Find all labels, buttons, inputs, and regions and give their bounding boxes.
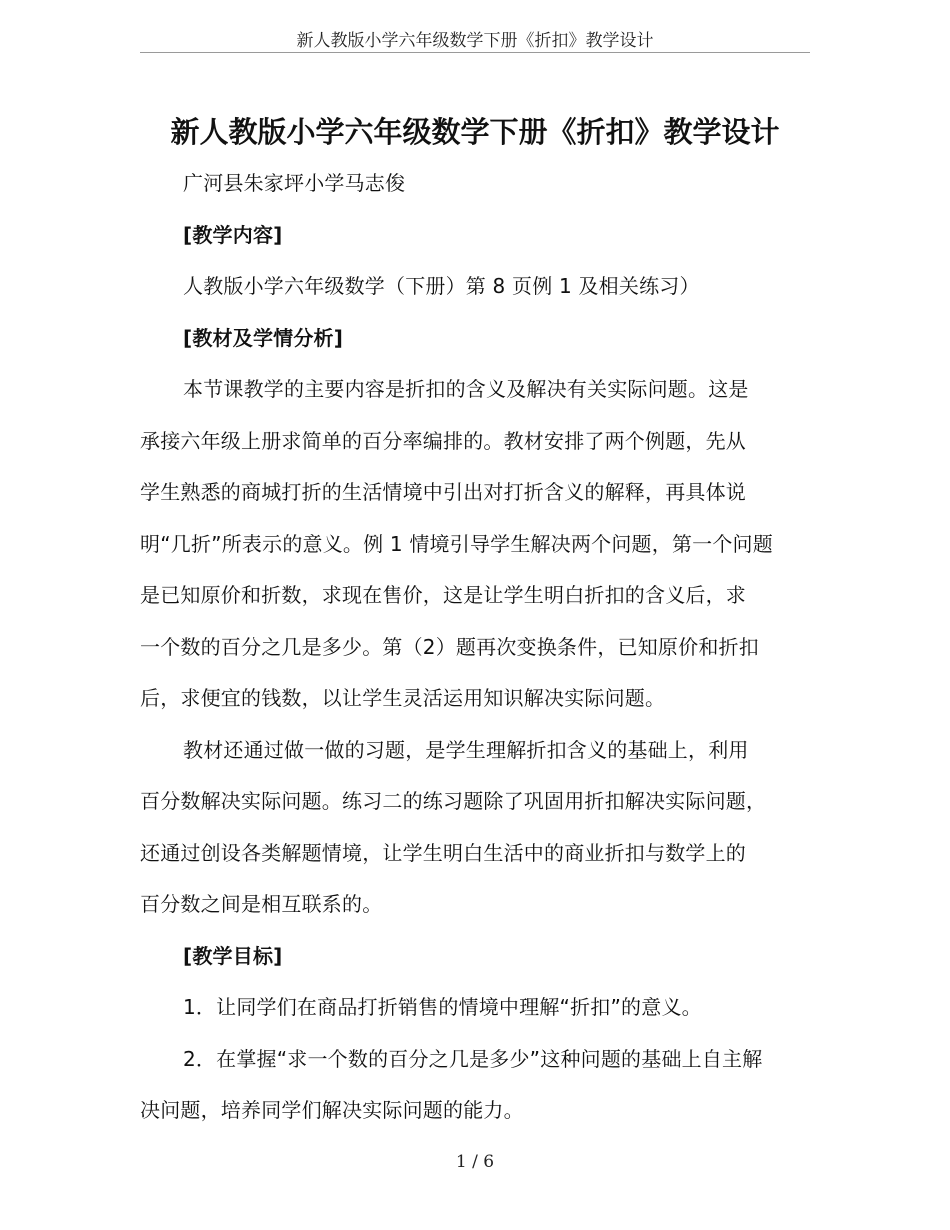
running-header: 新人教版小学六年级数学下册《折扣》教学设计 bbox=[296, 31, 654, 51]
header-divider bbox=[140, 52, 810, 53]
section-heading-analysis: [教材及学情分析] bbox=[183, 325, 344, 350]
goal-item-2 bbox=[140, 1034, 812, 1137]
paragraph-line: 决问题，培养同学们解决实际问题的能力。 bbox=[140, 1098, 524, 1122]
section-heading-content: [教学内容] bbox=[183, 222, 283, 247]
paragraph-line: 2．在掌握“求一个数的百分之几是多少”这种问题的基础上自主解 bbox=[183, 1046, 763, 1071]
paragraph-line: 是已知原价和折数，求现在售价，这是让学生明白折扣的含义后，求 bbox=[140, 583, 746, 607]
document-body bbox=[140, 158, 812, 1137]
paragraph-line: 后，求便宜的钱数，以让学生灵活运用知识解决实际问题。 bbox=[140, 686, 666, 710]
section-heading-goals: [教学目标] bbox=[183, 943, 283, 968]
paragraph-line: 还通过创设各类解题情境，让学生明白生活中的商业折扣与数学上的 bbox=[140, 840, 746, 865]
paragraph-line: 承接六年级上册求简单的百分率编排的。教材安排了两个例题，先从 bbox=[140, 428, 746, 453]
paragraph-line: 本节课教学的主要内容是折扣的含义及解决有关实际问题。这是 bbox=[183, 377, 749, 401]
analysis-paragraph-1 bbox=[140, 364, 812, 725]
paragraph-line: 百分数解决实际问题。练习二的练习题除了巩固用折扣解决实际问题， bbox=[140, 789, 767, 813]
document-title: 新人教版小学六年级数学下册《折扣》教学设计 bbox=[170, 115, 780, 149]
paragraph-line: 百分数之间是相互联系的。 bbox=[140, 892, 383, 916]
page-number: 1 / 6 bbox=[455, 1152, 495, 1172]
paragraph-line: 明“几折”所表示的意义。例 1 情境引导学生解决两个问题，第一个问题 bbox=[140, 531, 773, 556]
paragraph-line: 一个数的百分之几是多少。第（2）题再次变换条件，已知原价和折扣 bbox=[140, 634, 759, 659]
paragraph-line: 教材还通过做一做的习题，是学生理解折扣含义的基础上，利用 bbox=[183, 737, 749, 762]
analysis-paragraph-2 bbox=[140, 725, 812, 931]
goal-item-1: 1．让同学们在商品打折销售的情境中理解“折扣”的意义。 bbox=[183, 995, 702, 1019]
author-line: 广河县朱家坪小学马志俊 bbox=[183, 171, 406, 195]
content-text: 人教版小学六年级数学（下册）第 8 页例 1 及相关练习） bbox=[183, 274, 700, 298]
paragraph-line: 学生熟悉的商城打折的生活情境中引出对打折含义的解释，再具体说 bbox=[140, 480, 746, 504]
